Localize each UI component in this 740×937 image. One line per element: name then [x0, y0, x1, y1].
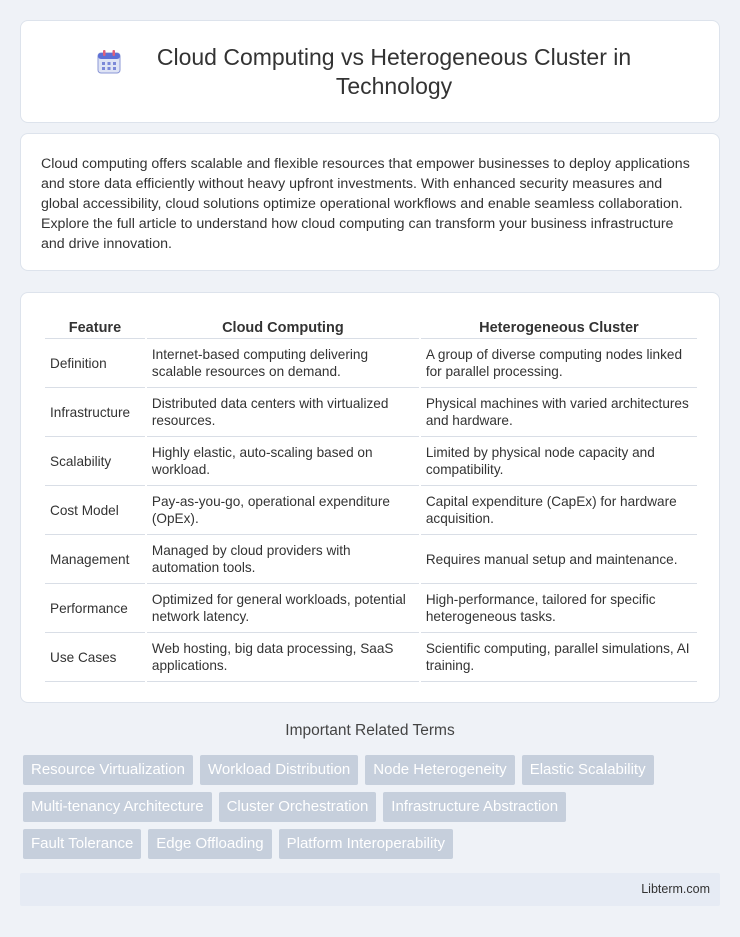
feature-cell: Definition — [45, 339, 145, 388]
feature-cell: Performance — [45, 584, 145, 633]
table-row — [45, 535, 697, 584]
feature-cell: Infrastructure — [45, 388, 145, 437]
table-row — [45, 584, 697, 633]
feature-cell: Cost Model — [45, 486, 145, 535]
tag-workload-distribution[interactable]: Workload Distribution — [200, 755, 358, 785]
header-heterogeneous-cluster: Heterogeneous Cluster — [421, 313, 697, 339]
related-terms — [23, 755, 723, 866]
cluster-cell: Requires manual setup and maintenance. — [421, 535, 697, 584]
header-feature: Feature — [45, 313, 145, 339]
cloud-cell: Pay-as-you-go, operational expenditure (OpEx). — [147, 486, 419, 535]
table-row — [45, 633, 697, 682]
table-row — [45, 388, 697, 437]
table-row — [45, 486, 697, 535]
tag-fault-tolerance[interactable]: Fault Tolerance — [23, 829, 141, 859]
tag-platform-interoperability[interactable]: Platform Interoperability — [279, 829, 453, 859]
cloud-cell: Optimized for general workloads, potential network latency. — [147, 584, 419, 633]
tag-edge-offloading[interactable]: Edge Offloading — [148, 829, 271, 859]
tag-row — [23, 829, 723, 859]
feature-cell: Scalability — [45, 437, 145, 486]
tag-multi-tenancy-architecture[interactable]: Multi-tenancy Architecture — [23, 792, 212, 822]
tag-infrastructure-abstraction[interactable]: Infrastructure Abstraction — [383, 792, 566, 822]
related-terms-title: Important Related Terms — [285, 722, 455, 739]
tag-elastic-scalability[interactable]: Elastic Scalability — [522, 755, 654, 785]
calendar-icon — [96, 49, 122, 75]
cluster-cell: Scientific computing, parallel simulations, AI training. — [421, 633, 697, 682]
feature-cell: Use Cases — [45, 633, 145, 682]
title-card — [20, 20, 720, 123]
cluster-cell: High-performance, tailored for specific heterogeneous tasks. — [421, 584, 697, 633]
cloud-cell: Highly elastic, auto-scaling based on workload. — [147, 437, 419, 486]
comparison-table — [43, 313, 699, 682]
intro-card — [20, 133, 720, 271]
feature-cell: Management — [45, 535, 145, 584]
tag-row — [23, 755, 723, 785]
page-title: Cloud Computing vs Heterogeneous Cluster in Technology — [156, 43, 632, 99]
footer — [20, 873, 720, 906]
cluster-cell: Physical machines with varied architectures and hardware. — [421, 388, 697, 437]
table-row — [45, 437, 697, 486]
intro-paragraph: Cloud computing offers scalable and flexible resources that empower businesses to deploy applications and store data efficiently without heavy upfront investments. With enhanced security measures and global accessibility, cloud solutions optimize operational workflows and enable seamless collaboration. Explore the full article to understand how cloud computing can transform your business infrastructure and drive innovation. — [41, 156, 690, 252]
cloud-cell: Internet-based computing delivering scalable resources on demand. — [147, 339, 419, 388]
tag-row — [23, 792, 723, 822]
cloud-cell: Managed by cloud providers with automation tools. — [147, 535, 419, 584]
tag-node-heterogeneity[interactable]: Node Heterogeneity — [365, 755, 514, 785]
header-cloud-computing: Cloud Computing — [147, 313, 419, 339]
cluster-cell: Capital expenditure (CapEx) for hardware acquisition. — [421, 486, 697, 535]
comparison-card — [20, 292, 720, 703]
cloud-cell: Distributed data centers with virtualized resources. — [147, 388, 419, 437]
cloud-cell: Web hosting, big data processing, SaaS applications. — [147, 633, 419, 682]
cluster-cell: A group of diverse computing nodes linked for parallel processing. — [421, 339, 697, 388]
table-row — [45, 339, 697, 388]
footer-site-link[interactable]: Libterm.com — [641, 882, 710, 896]
tag-resource-virtualization[interactable]: Resource Virtualization — [23, 755, 193, 785]
cluster-cell: Limited by physical node capacity and compatibility. — [421, 437, 697, 486]
table-header-row — [45, 313, 697, 339]
tag-cluster-orchestration[interactable]: Cluster Orchestration — [219, 792, 377, 822]
